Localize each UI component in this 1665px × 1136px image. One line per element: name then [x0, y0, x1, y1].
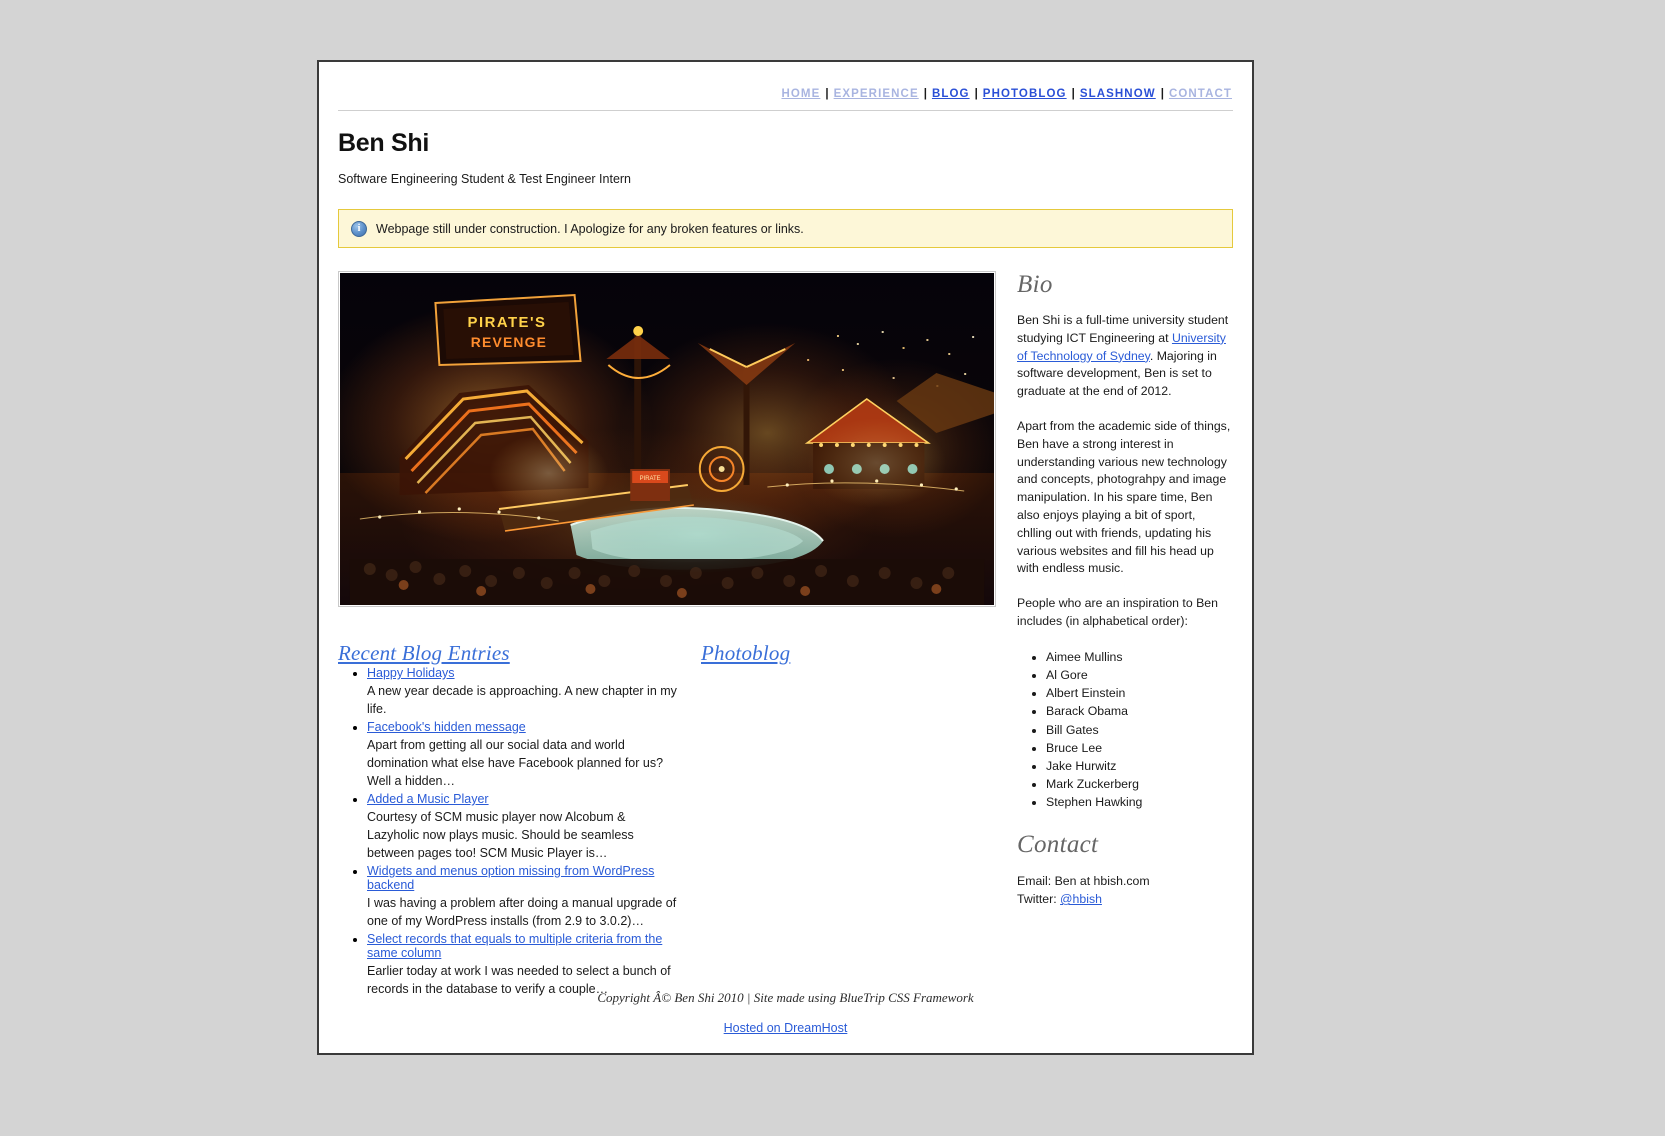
construction-notice — [338, 209, 1233, 248]
list-item: • Barack Obama — [1046, 702, 1232, 720]
blog-entry-excerpt: Earlier today at work I was needed to select a bunch of records in the database to verify a couple… — [367, 964, 671, 996]
nav-separator: | — [974, 88, 978, 100]
blog-entry-excerpt: I was having a problem after doing a manual upgrade of one of my WordPress installs (from 2.9 to 3.0.2)… — [367, 896, 677, 928]
list-item — [367, 932, 678, 998]
list-item: • Al Gore — [1046, 666, 1232, 684]
main-navigation — [319, 62, 1252, 110]
nav-divider — [338, 110, 1233, 111]
svg-text:PIRATE: PIRATE — [639, 475, 661, 483]
carnival-night-image — [340, 273, 994, 605]
page-title: Ben Shi — [338, 129, 429, 157]
left-column — [338, 271, 1004, 1000]
page-body — [319, 62, 1252, 1053]
nav-separator: | — [923, 88, 927, 100]
photoblog-section — [678, 641, 1001, 1000]
nav-item-contact[interactable]: CONTACT — [1168, 88, 1232, 100]
list-item: • Mark Zuckerberg — [1046, 775, 1232, 793]
list-item — [367, 864, 678, 930]
list-item — [367, 666, 678, 718]
bio-heading: Bio — [1017, 271, 1053, 298]
blog-entry-excerpt: A new year decade is approaching. A new chapter in my life. — [367, 684, 677, 716]
bio-paragraph-2: Apart from the academic side of things, Ben have a strong interest in understanding various new technology and concepts, photograhpy and image manipulation. In his spare time, Ben also enjoys playing a bit of sport, chlling out with friends, updating his various websites and fill his head up with endless music. — [1017, 418, 1231, 576]
list-item: • Jake Hurwitz — [1046, 757, 1232, 775]
info-icon: i — [351, 221, 367, 237]
contact-twitter-label: Twitter: — [1017, 892, 1061, 907]
recent-blog-entries-section — [338, 641, 678, 1000]
page-subtitle: Software Engineering Student & Test Engineer Intern — [338, 172, 632, 186]
page-footer — [319, 990, 1252, 1035]
recent-blog-entries-heading[interactable]: Recent Blog Entries — [338, 641, 510, 665]
main-content — [338, 271, 1233, 1000]
blog-entry-link[interactable]: Added a Music Player — [367, 792, 489, 806]
contact-heading: Contact — [1017, 830, 1099, 858]
blog-entry-list — [338, 666, 678, 998]
list-item: • Aimee Mullins — [1046, 648, 1232, 666]
svg-text:REVENGE: REVENGE — [470, 333, 548, 351]
nav-separator: | — [825, 88, 829, 100]
notice-text: Webpage still under construction. I Apologize for any broken features or links. — [376, 221, 804, 236]
photoblog-heading[interactable]: Photoblog — [701, 641, 791, 665]
list-item — [367, 792, 678, 862]
bio-paragraph-1 — [1017, 312, 1232, 401]
nav-separator: | — [1071, 88, 1075, 100]
feature-photo-frame — [338, 271, 996, 607]
contact-email: Email: Ben at hbish.com — [1017, 873, 1150, 888]
blog-entry-excerpt: Courtesy of SCM music player now Alcobum & Lazyholic now plays music. Should be seamless between pages too! SCM Music Player is… — [367, 810, 634, 860]
hosted-line — [319, 1021, 1252, 1035]
blog-entry-link[interactable]: Happy Holidays — [367, 666, 455, 680]
ride-sign — [435, 295, 580, 365]
nav-item-blog[interactable]: BLOG — [931, 88, 970, 100]
list-item: • Stephen Hawking — [1046, 793, 1232, 811]
list-item: • Bill Gates — [1046, 721, 1232, 739]
contact-twitter — [1017, 890, 1232, 909]
nav-item-home[interactable]: HOME — [781, 88, 821, 100]
copyright-text: Copyright Â© Ben Shi 2010 | Site made using BlueTrip CSS Framework — [597, 990, 974, 1005]
svg-text:PIRATE'S: PIRATE'S — [467, 313, 547, 332]
blog-entry-link[interactable]: Facebook's hidden message — [367, 720, 526, 734]
list-item: • Albert Einstein — [1046, 684, 1232, 702]
sidebar — [1017, 271, 1232, 909]
bio-paragraph-3: People who are an inspiration to Ben includes (in alphabetical order): — [1017, 596, 1218, 628]
nav-item-experience[interactable]: EXPERIENCE — [833, 88, 919, 100]
inspiration-list — [1017, 648, 1232, 812]
bio-p1-after: . Majoring in software development, Ben is set to graduate at the end of 2012. — [1017, 348, 1217, 399]
nav-separator: | — [1160, 88, 1164, 100]
blog-entry-excerpt: Apart from getting all our social data and world domination what else have Facebook planned for us? Well a hidden… — [367, 738, 664, 788]
blog-entry-link[interactable]: Select records that equals to multiple criteria from the same column — [367, 932, 663, 960]
list-item — [367, 720, 678, 790]
feature-photo — [340, 273, 994, 605]
nav-item-slashnow[interactable]: SLASHNOW — [1079, 88, 1156, 100]
page-frame — [317, 60, 1254, 1055]
lists-row — [338, 641, 1004, 1000]
dreamhost-link[interactable]: Hosted on DreamHost — [723, 1021, 848, 1035]
list-item: • Bruce Lee — [1046, 739, 1232, 757]
blog-entry-link[interactable]: Widgets and menus option missing from WordPress backend — [367, 864, 655, 892]
bio-p1-before: Ben Shi is a full-time university student studying ICT Engineering at — [1017, 313, 1229, 345]
nav-item-photoblog[interactable]: PHOTOBLOG — [982, 88, 1067, 100]
uts-link[interactable]: University of Technology of Sydney — [1017, 330, 1226, 363]
twitter-handle-link[interactable]: @hbish — [1060, 892, 1102, 907]
